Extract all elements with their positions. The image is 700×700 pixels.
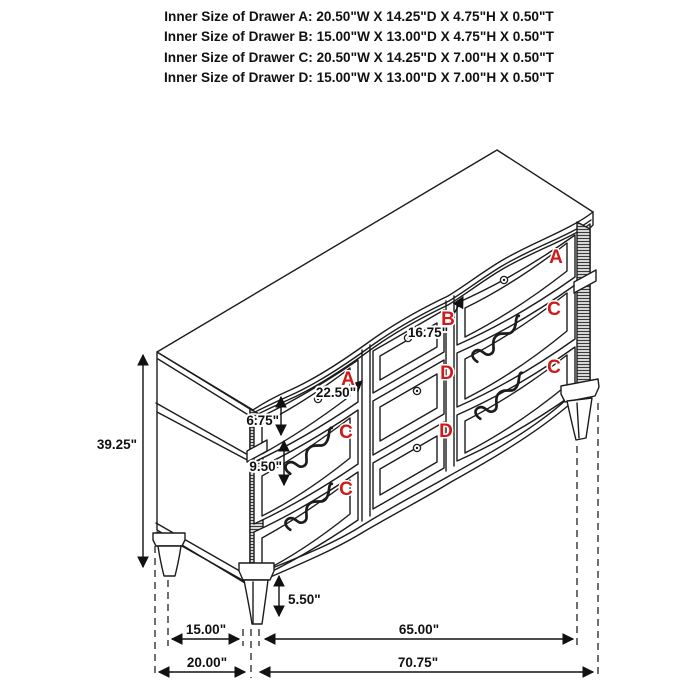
label-drawer-c-left-lower: C — [339, 479, 353, 500]
dim-leg-height: 5.50" — [288, 592, 321, 607]
label-drawer-c-right-lower: C — [547, 357, 561, 378]
label-drawer-a-right: A — [549, 247, 563, 268]
label-drawer-c-left-upper: C — [339, 422, 353, 443]
dim-overall-depth: 20.00" — [186, 655, 228, 670]
knob-drawer-a-right — [500, 276, 507, 283]
knob-drawer-d-lower — [413, 444, 420, 451]
label-drawer-d-lower: D — [439, 421, 453, 442]
dresser-body — [153, 150, 599, 624]
knob-drawer-d-upper — [413, 387, 420, 394]
dim-leg-span-width: 65.00" — [398, 622, 440, 637]
spec-line-drawer-c: Inner Size of Drawer C: 20.50"W X 14.25"D X 7.00"H X 0.50"T — [164, 49, 554, 65]
leg-front-right — [561, 379, 599, 440]
dim-overall-height: 39.25" — [96, 437, 137, 452]
corner-post-right — [577, 222, 590, 389]
leg-front-left — [239, 563, 274, 624]
label-drawer-c-right-upper: C — [547, 299, 561, 320]
spec-line-drawer-b: Inner Size of Drawer B: 15.00"W X 13.00"D X 4.75"H X 0.50"T — [164, 29, 554, 45]
dim-end-top-depth: 22.50" — [315, 385, 357, 400]
spec-line-drawer-d: Inner Size of Drawer D: 15.00"W X 13.00"D X 7.00"H X 0.50"T — [164, 70, 554, 86]
leg-rear-left — [153, 533, 185, 576]
dim-overall-width: 70.75" — [397, 655, 439, 670]
dim-top-drawer-front-height: 6.75" — [246, 413, 279, 428]
label-drawer-b: B — [441, 309, 455, 330]
dim-center-top-depth: 16.75" — [407, 325, 449, 340]
spec-line-drawer-a: Inner Size of Drawer A: 20.50"W X 14.25"D X 4.75"H X 0.50"T — [164, 9, 554, 24]
dim-lower-drawer-front-height: 9.50" — [249, 459, 282, 474]
label-drawer-d-upper: D — [440, 363, 454, 384]
label-drawer-a-left: A — [341, 369, 355, 390]
dim-leg-inset-depth: 15.00" — [185, 622, 227, 637]
